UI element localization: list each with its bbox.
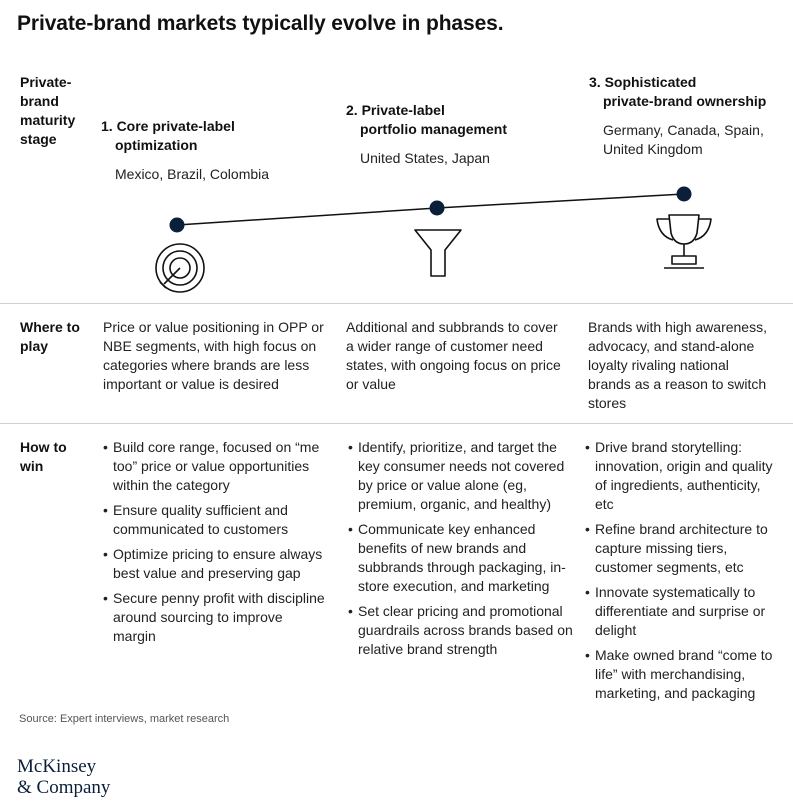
- page-title: Private-brand markets typically evolve in phases.: [17, 12, 504, 35]
- maturity-progression: [0, 0, 793, 300]
- list-item: • Secure penny profit with discipline around sourcing to improve margin: [103, 589, 328, 646]
- stage-1-title-line1: 1. Core private-label: [101, 118, 235, 134]
- divider-2: [0, 423, 793, 424]
- progression-line-segment-1: [177, 208, 437, 225]
- mckinsey-logo: [17, 756, 110, 798]
- stage-3-how-to-win-list: [585, 438, 777, 709]
- stage-1-dot: [170, 218, 185, 233]
- stage-3-where-to-play: Brands with high awareness, advocacy, and stand-alone loyalty rivaling national brands as a reason to switch stores: [588, 319, 767, 411]
- stage-3-title-line2: private-brand ownership: [603, 93, 767, 109]
- list-item: • Ensure quality sufficient and communicated to customers: [103, 501, 328, 539]
- list-item: • Identify, prioritize, and target the key consumer needs not covered by price or value alone (eg, premium, organic, and healthy): [348, 438, 580, 514]
- trophy-icon: [657, 215, 711, 268]
- stage-2-where-to-play: Additional and subbrands to cover a wider range of customer need states, with ongoing focus on price or value: [346, 319, 561, 392]
- row-label-where-to-play: Where to play: [20, 319, 80, 354]
- list-item: • Make owned brand “come to life” with merchandising, marketing, and packaging: [585, 646, 777, 703]
- list-item: • Innovate systematically to differentiate and surprise or delight: [585, 583, 777, 640]
- list-item: • Optimize pricing to ensure always best value and preserving gap: [103, 545, 328, 583]
- funnel-icon: [415, 230, 461, 276]
- divider-1: [0, 303, 793, 304]
- stage-2-countries: United States, Japan: [360, 150, 490, 166]
- logo-line-2: & Company: [17, 777, 111, 798]
- row-label-maturity: Private-brand maturity stage: [20, 74, 76, 147]
- list-item: • Build core range, focused on “me too” price or value opportunities within the category: [103, 438, 328, 495]
- stage-2-title-line1: 2. Private-label: [346, 102, 445, 118]
- stage-1-how-to-win-list: [103, 438, 328, 652]
- list-item: • Communicate key enhanced benefits of new brands and subbrands through packaging, in-store execution, and marketing: [348, 520, 580, 596]
- list-item: • Set clear pricing and promotional guardrails across brands based on relative brand strength: [348, 602, 580, 659]
- stage-1-where-to-play: Price or value positioning in OPP or NBE segments, with high focus on categories where brands are less important or value is desired: [103, 319, 324, 392]
- list-item: • Refine brand architecture to capture missing tiers, customer segments, etc: [585, 520, 777, 577]
- stage-2-how-to-win-list: [348, 438, 580, 665]
- stage-1-title-line2: optimization: [115, 137, 198, 153]
- stage-3-countries: Germany, Canada, Spain, United Kingdom: [603, 122, 764, 157]
- progression-line-segment-2: [437, 194, 684, 208]
- stage-2-dot: [430, 201, 445, 216]
- list-item: • Drive brand storytelling: innovation, origin and quality of ingredients, authenticity, etc: [585, 438, 777, 514]
- stage-1-countries: Mexico, Brazil, Colombia: [115, 166, 270, 182]
- logo-line-1: McKinsey: [17, 756, 97, 777]
- target-icon: [156, 244, 204, 292]
- stage-3-dot: [677, 187, 692, 202]
- stage-3-title-line1: 3. Sophisticated: [589, 74, 697, 90]
- source-note: Source: Expert interviews, market research: [19, 713, 230, 725]
- stage-2-title-line2: portfolio management: [360, 121, 508, 137]
- row-label-how-to-win: How to win: [20, 439, 67, 474]
